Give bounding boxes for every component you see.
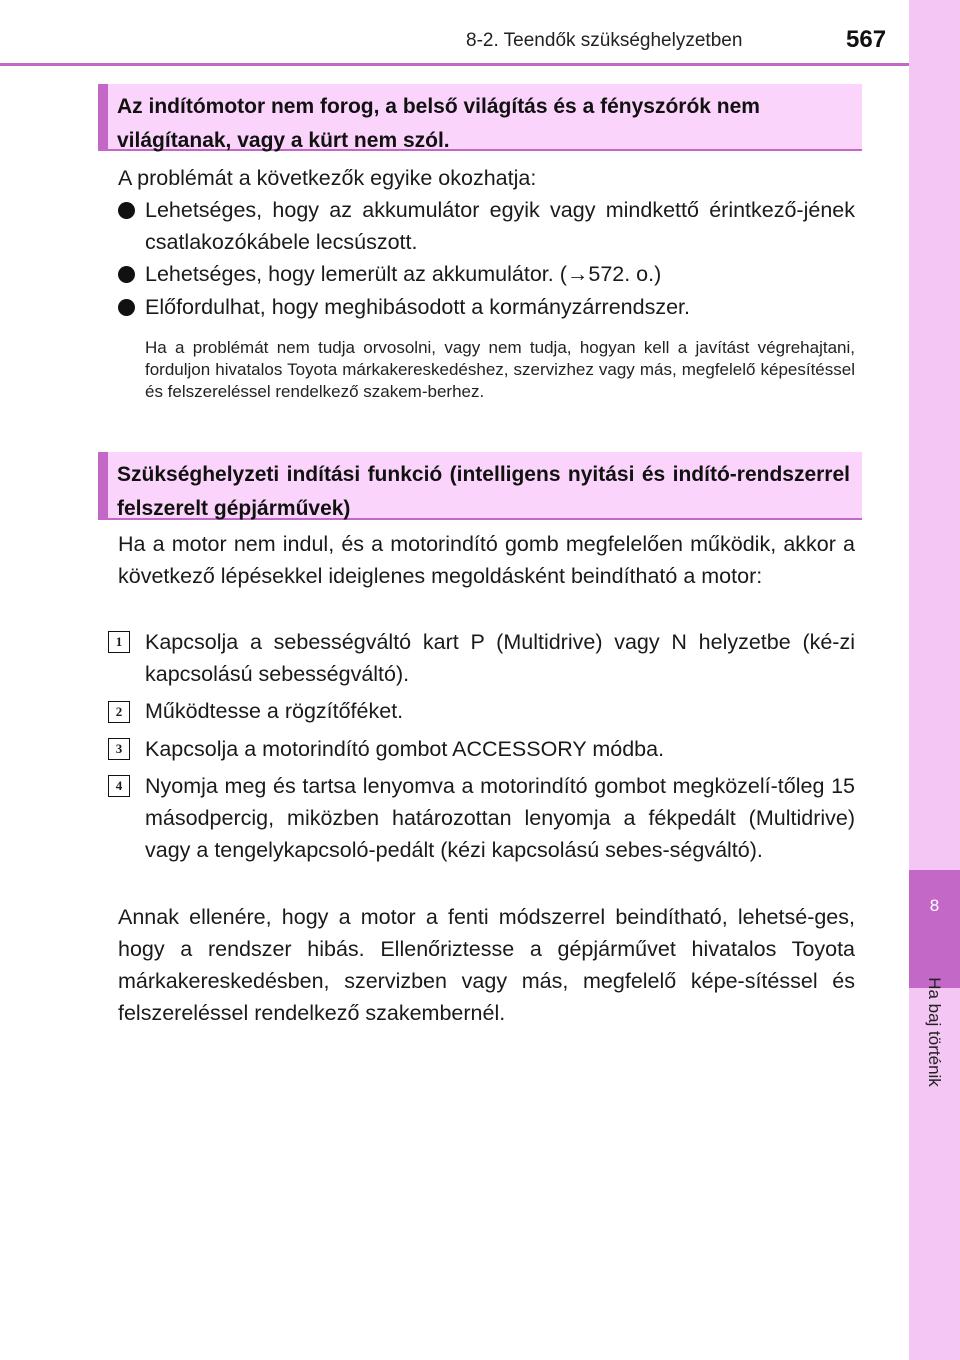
step-text: Nyomja meg és tartsa lenyomva a motorindító gombot megközelí-tőleg 15 másodpercig, miközben határozottan lenyomja a fékpedált (Multidrive) vagy a tengelykapcsoló-pedált (kézi kapcsolású sebes-ségváltó). [145, 774, 855, 862]
bullet-icon [118, 266, 135, 283]
section1-intro: A problémát a következők egyike okozhatja: [118, 166, 537, 190]
step-number-badge: 1 [108, 631, 130, 653]
bullet-item [118, 194, 855, 258]
section-heading-emergency-start: Szükséghelyzeti indítási funkció (intelligens nyitási és indító-rendszerrel felszerelt gépjárművek) [98, 452, 862, 520]
chapter-marker [909, 870, 960, 988]
step-number-badge: 4 [108, 775, 130, 797]
section-heading-starter: Az indítómotor nem forog, a belső világítás és a fényszórók nem világítanak, vagy a kürt nem szól. [98, 84, 862, 151]
section2-closing: Annak ellenére, hogy a motor a fenti módszerrel beindítható, lehetsé-ges, hogy a rendszer hibás. Ellenőriztesse a gépjárművet hivatalos Toyota márkakereskedésben, szervizben vagy más, megfelelő képe-sítéssel és felszereléssel rendelkező szakembernél. [118, 905, 855, 1025]
bullet-text: Lehetséges, hogy lemerült az akkumulátor. (→572. o.) [145, 262, 662, 286]
chapter-number: 8 [929, 896, 940, 915]
step-number-badge: 2 [108, 701, 130, 723]
bullet-item [118, 258, 855, 290]
bullet-text: Lehetséges, hogy az akkumulátor egyik vagy mindkettő érintkező-jének csatlakozókábele lecsúszott. [145, 198, 855, 254]
bullet-item [118, 291, 855, 323]
step-text: Működtesse a rögzítőféket. [145, 699, 404, 723]
page-number: 567 [846, 26, 887, 53]
bullet-text: Előfordulhat, hogy meghibásodott a kormányzárrendszer. [145, 295, 690, 319]
step-number-badge: 3 [108, 738, 130, 760]
step-text: Kapcsolja a motorindító gombot ACCESSORY módba. [145, 737, 665, 761]
section2-intro: Ha a motor nem indul, és a motorindító gomb megfelelően működik, akkor a következő lépésekkel ideiglenes megoldásként beindítható a motor: [118, 532, 855, 588]
header-rule [0, 63, 910, 66]
section-header: 8-2. Teendők szükséghelyzetben [466, 30, 743, 51]
step-text: Kapcsolja a sebességváltó kart P (Multidrive) vagy N helyzetbe (ké-zi kapcsolású sebességváltó). [145, 630, 855, 686]
section1-note: Ha a problémát nem tudja orvosolni, vagy nem tudja, hogyan kell a javítást végrehajtani, forduljon hivatalos Toyota márkakereskedéshez, szervizhez vagy más, megfelelő képesítéssel és felszereléssel rendelkező szakem-berhez. [145, 338, 855, 401]
bullet-icon [118, 202, 135, 219]
chapter-side-tab [909, 0, 960, 1360]
chapter-title: Ha baj történik [925, 977, 944, 1087]
bullet-icon [118, 299, 135, 316]
